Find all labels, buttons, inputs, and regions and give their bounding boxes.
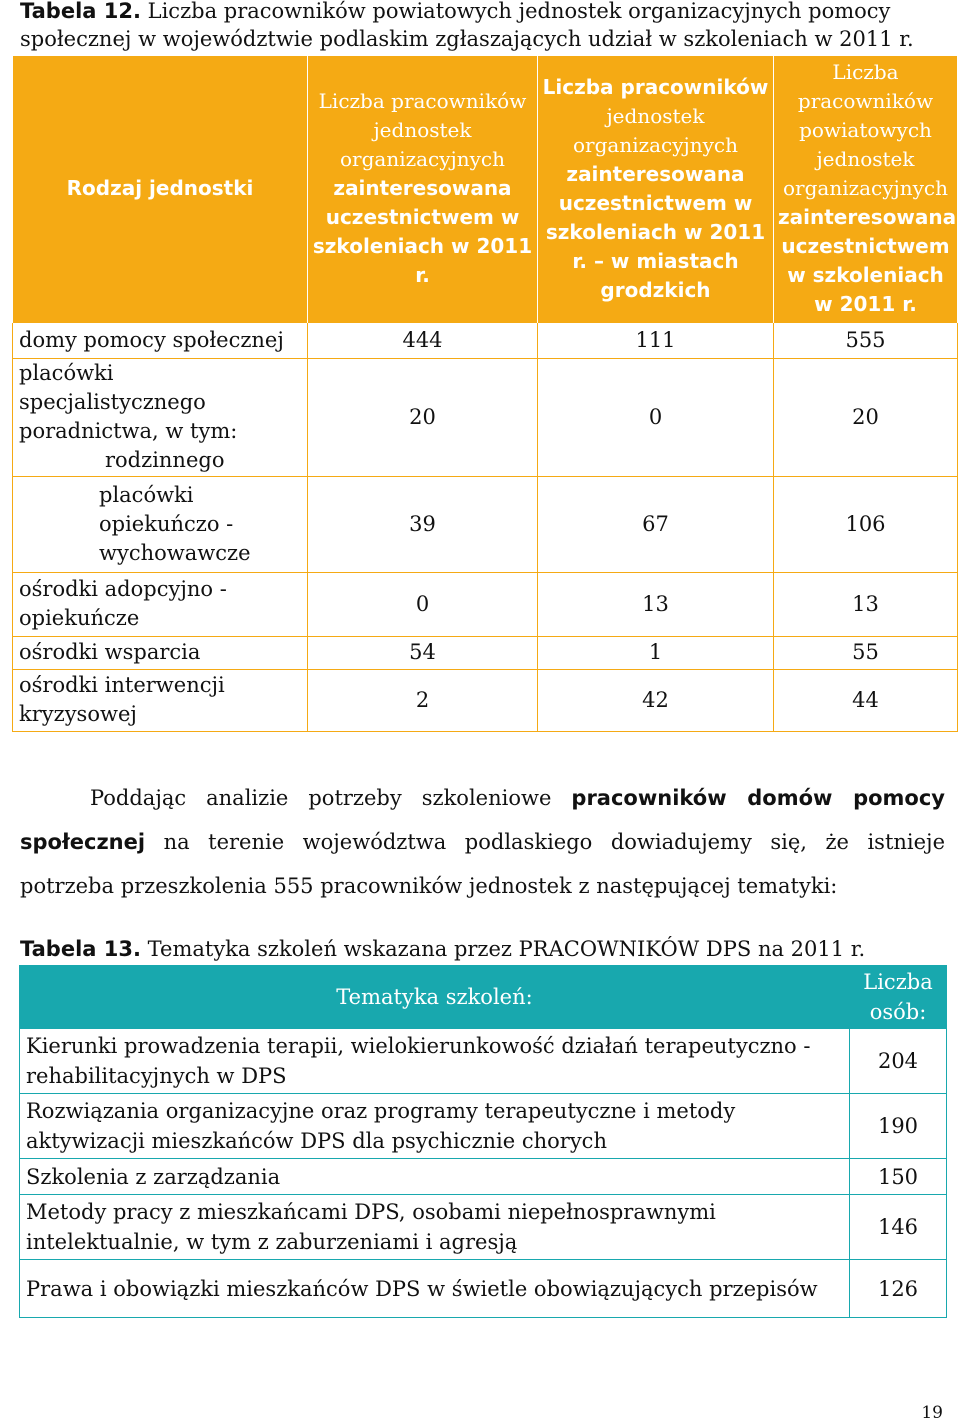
row-label: placówki specjalistycznego poradnictwa, w tym: rodzinnego — [13, 358, 308, 476]
table13-header-count: Liczba osób: — [850, 966, 947, 1029]
row-value-county: 44 — [774, 669, 958, 731]
table12-header-total: Liczba pracowników jednostek organizacyjnych zainteresowana uczestnictwem w szkoleniach w 2011 r. — [308, 56, 538, 322]
count-cell: 126 — [850, 1260, 947, 1318]
row-value-total: 0 — [308, 572, 538, 636]
table12 — [12, 56, 958, 732]
table-row — [13, 669, 958, 731]
table-row — [20, 1029, 947, 1094]
row-value-county: 555 — [774, 322, 958, 358]
table13 — [19, 965, 947, 1318]
table-row — [13, 636, 958, 669]
row-value-total: 54 — [308, 636, 538, 669]
body-paragraph: Poddając analizie potrzeby szkoleniowe pracowników domów pomocy społecznej na terenie województwa podlaskiego dowiadujemy się, że istnieje potrzeba przeszkolenia 555 pracowników jednostek z następującej tematyki: — [20, 786, 945, 898]
table12-header-type: Rodzaj jednostki — [13, 56, 308, 322]
table12-caption-text: Liczba pracowników powiatowych jednostek organizacyjnych pomocy społecznej w województwie podlaskim zgłaszających udział w szkoleniach w 2011 r. — [20, 0, 914, 51]
row-label: domy pomocy społecznej — [13, 322, 308, 358]
table-row — [20, 1195, 947, 1260]
row-label: ośrodki interwencji kryzysowej — [13, 669, 308, 731]
topic-cell: Szkolenia z zarządzania — [20, 1159, 850, 1195]
row-value-cities: 1 — [538, 636, 774, 669]
table12-caption-label: Tabela 12. — [20, 0, 141, 23]
row-value-total: 39 — [308, 476, 538, 572]
table-row — [13, 476, 958, 572]
count-cell: 204 — [850, 1029, 947, 1094]
row-value-county: 13 — [774, 572, 958, 636]
row-value-cities: 42 — [538, 669, 774, 731]
row-value-cities: 13 — [538, 572, 774, 636]
row-value-county: 55 — [774, 636, 958, 669]
table12-header-row — [13, 56, 958, 322]
paragraph-emphasis: pracowników domów pomocy społecznej — [20, 786, 945, 854]
row-label: placówki opiekuńczo - wychowawcze — [13, 476, 308, 572]
row-label: ośrodki adopcyjno - opiekuńcze — [13, 572, 308, 636]
row-value-county: 20 — [774, 358, 958, 476]
count-cell: 146 — [850, 1195, 947, 1260]
row-label: ośrodki wsparcia — [13, 636, 308, 669]
table13-header-row — [20, 966, 947, 1029]
topic-cell: Rozwiązania organizacyjne oraz programy terapeutyczne i metody aktywizacji mieszkańców DPS dla psychicznie chorych — [20, 1094, 850, 1159]
table-row — [13, 358, 958, 476]
topic-cell: Prawa i obowiązki mieszkańców DPS w świetle obowiązujących przepisów — [20, 1260, 850, 1318]
page-number: 19 — [921, 1403, 943, 1423]
table-row — [20, 1260, 947, 1318]
row-value-cities: 67 — [538, 476, 774, 572]
table-row — [20, 1094, 947, 1159]
table13-caption — [20, 935, 945, 963]
table12-caption — [20, 0, 945, 53]
table-row — [13, 322, 958, 358]
row-value-total: 2 — [308, 669, 538, 731]
table12-header-county: Liczba pracowników powiatowych jednostek organizacyjnych zainteresowana uczestnictwem w szkoleniach w 2011 r. — [774, 56, 958, 322]
count-cell: 150 — [850, 1159, 947, 1195]
row-value-cities: 111 — [538, 322, 774, 358]
row-value-total: 444 — [308, 322, 538, 358]
table13-header-topic: Tematyka szkoleń: — [20, 966, 850, 1029]
row-sublabel: rodzinnego — [105, 448, 225, 472]
table12-header-cities: Liczba pracowników jednostek organizacyjnych zainteresowana uczestnictwem w szkoleniach w 2011 r. – w miastach grodzkich — [538, 56, 774, 322]
table-row — [13, 572, 958, 636]
table13-caption-label: Tabela 13. — [20, 937, 141, 961]
count-cell: 190 — [850, 1094, 947, 1159]
topic-cell: Metody pracy z mieszkańcami DPS, osobami niepełnosprawnymi intelektualnie, w tym z zaburzeniami i agresją — [20, 1195, 850, 1260]
table-row — [20, 1159, 947, 1195]
topic-cell: Kierunki prowadzenia terapii, wielokierunkowość działań terapeutyczno - rehabilitacyjnych w DPS — [20, 1029, 850, 1094]
row-value-cities: 0 — [538, 358, 774, 476]
row-value-county: 106 — [774, 476, 958, 572]
table13-caption-text: Tematyka szkoleń wskazana przez PRACOWNIKÓW DPS na 2011 r. — [147, 937, 866, 961]
row-value-total: 20 — [308, 358, 538, 476]
